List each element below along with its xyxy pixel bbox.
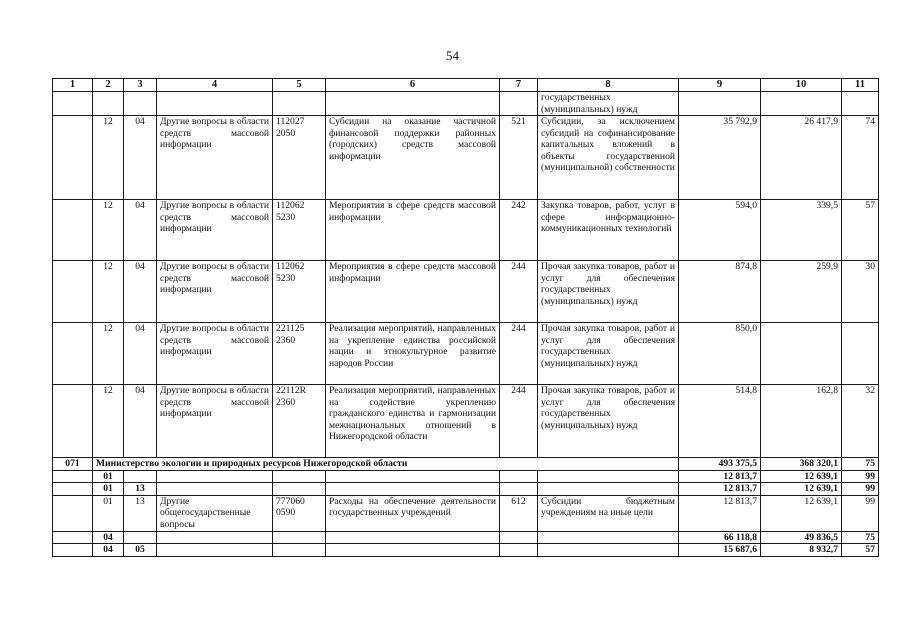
cell-c9: 850,0 [679,323,761,385]
header-row [53,79,879,92]
cell-c10: 12 639,1 [761,483,842,496]
cell-c10 [761,323,842,385]
cell-c7: 612 [500,495,538,531]
column-header: 2 [93,79,124,92]
cell-c10: 368 320,1 [761,458,842,471]
cell-c3: 04 [124,323,157,385]
table-row [53,323,879,385]
cell-c1 [53,544,93,557]
table-row [53,495,879,531]
page-number: 54 [446,48,459,63]
cell-c2: 01 [93,495,124,531]
cell-c2 [93,92,124,116]
cell-c1 [53,261,93,323]
cell-c6 [326,544,500,557]
cell-c3: 13 [124,483,157,496]
cell-c4: Другие вопросы в области средств массовой информации [157,261,273,323]
cell-c9: 493 375,5 [679,458,761,471]
cell-c9 [679,92,761,116]
cell-c7: 521 [500,116,538,200]
cell-c3: 13 [124,495,157,531]
cell-c11: 57 [842,200,879,261]
cell-c2: 12 [93,323,124,385]
cell-c2: 04 [93,531,124,544]
cell-c2: 04 [93,544,124,557]
cell-c10: 26 417,9 [761,116,842,200]
table-row [53,458,879,471]
cell-c5 [273,92,326,116]
table-row [53,531,879,544]
cell-c11: 30 [842,261,879,323]
cell-c11: 32 [842,385,879,458]
ministry-name: Министерство экологии и природных ресурсов Нижегородской области [93,458,679,471]
cell-c1 [53,470,93,483]
cell-c8: Прочая закупка товаров, работ и услуг для обеспечения государственных (муниципальных) нужд [538,261,679,323]
cell-c4: Другие вопросы в области средств массовой информации [157,200,273,261]
cell-c8: Субсидии бюджетным учреждениям на иные цели [538,495,679,531]
cell-c9: 594,0 [679,200,761,261]
cell-c9: 15 687,6 [679,544,761,557]
column-header: 4 [157,79,273,92]
cell-c8: Прочая закупка товаров, работ и услуг для обеспечения государственных (муниципальных) нужд [538,323,679,385]
column-header: 10 [761,79,842,92]
cell-c6: Расходы на обеспечение деятельности государственных учреждений [326,495,500,531]
cell-c11: 75 [842,531,879,544]
cell-c10: 12 639,1 [761,470,842,483]
column-header: 6 [326,79,500,92]
cell-c1 [53,200,93,261]
cell-c11: 99 [842,495,879,531]
column-header: 8 [538,79,679,92]
cell-c5: 221125 2360 [273,323,326,385]
cell-c2: 01 [93,483,124,496]
cell-c6 [326,531,500,544]
cell-c5 [273,544,326,557]
cell-c5: 112062 5230 [273,200,326,261]
cell-c3: 04 [124,200,157,261]
cell-c6 [326,92,500,116]
cell-c7 [500,92,538,116]
cell-c4: Другие вопросы в области средств массовой информации [157,323,273,385]
cell-c8: Закупка товаров, работ, услуг в сфере информационно-коммуникационных технологий [538,200,679,261]
cell-c8: государственных (муниципальных) нужд [538,92,679,116]
cell-c10: 162,8 [761,385,842,458]
cell-c1 [53,385,93,458]
cell-c2: 12 [93,116,124,200]
cell-c11 [842,323,879,385]
cell-c11 [842,92,879,116]
cell-c9: 35 792,9 [679,116,761,200]
cell-c6: Реализация мероприятий, направленных на укрепление единства российской нации и этнокультурное развитие народов России [326,323,500,385]
cell-c7 [500,470,538,483]
cell-c1 [53,116,93,200]
column-header: 9 [679,79,761,92]
cell-c10: 49 836,5 [761,531,842,544]
cell-c9: 874,8 [679,261,761,323]
cell-c11: 99 [842,470,879,483]
cell-c4: Другие вопросы в области средств массовой информации [157,116,273,200]
cell-c6 [326,470,500,483]
cell-c2: 12 [93,385,124,458]
budget-table [52,78,879,557]
cell-c8 [538,531,679,544]
cell-c8 [538,483,679,496]
cell-c4 [157,470,273,483]
cell-c2: 12 [93,261,124,323]
cell-c4 [157,92,273,116]
cell-c9: 12 813,7 [679,495,761,531]
cell-c3: 05 [124,544,157,557]
cell-c1: 071 [53,458,93,471]
cell-c9: 66 118,8 [679,531,761,544]
cell-c4 [157,544,273,557]
cell-c7: 244 [500,323,538,385]
cell-c3 [124,531,157,544]
cell-c3: 04 [124,261,157,323]
cell-c7: 244 [500,261,538,323]
cell-c5: 112062 5230 [273,261,326,323]
cell-c8 [538,544,679,557]
column-header: 7 [500,79,538,92]
cell-c2: 01 [93,470,124,483]
cell-c8 [538,470,679,483]
cell-c9: 12 813,7 [679,470,761,483]
cell-c8: Субсидии, за исключением субсидий на софинансирование капитальных вложений в объекты государственной (муниципальной) собственности [538,116,679,200]
table-row [53,261,879,323]
cell-c7 [500,531,538,544]
column-header: 1 [53,79,93,92]
table-row [53,483,879,496]
cell-c10 [761,92,842,116]
cell-c7: 244 [500,385,538,458]
cell-c3: 04 [124,385,157,458]
cell-c4 [157,483,273,496]
column-header: 5 [273,79,326,92]
table-row [53,200,879,261]
cell-c7 [500,544,538,557]
cell-c9: 514,8 [679,385,761,458]
table-row [53,470,879,483]
table-row [53,544,879,557]
cell-c6: Мероприятия в сфере средств массовой информации [326,200,500,261]
cell-c11: 57 [842,544,879,557]
cell-c4: Другие вопросы в области средств массовой информации [157,385,273,458]
cell-c3 [124,92,157,116]
cell-c6: Реализация мероприятий, направленных на содействие укреплению гражданского единства и гармонизации межнациональных отношений в Нижегородской области [326,385,500,458]
cell-c5 [273,470,326,483]
cell-c5: 22112R 2360 [273,385,326,458]
cell-c1 [53,531,93,544]
cell-c5 [273,531,326,544]
cell-c11: 74 [842,116,879,200]
cell-c3: 04 [124,116,157,200]
cell-c8: Прочая закупка товаров, работ и услуг для обеспечения государственных (муниципальных) нужд [538,385,679,458]
cell-c11: 99 [842,483,879,496]
cell-c5: 777060 0590 [273,495,326,531]
cell-c6 [326,483,500,496]
cell-c1 [53,323,93,385]
table-row [53,116,879,200]
cell-c2: 12 [93,200,124,261]
cell-c10: 12 639,1 [761,495,842,531]
cell-c5 [273,483,326,496]
cell-c6: Мероприятия в сфере средств массовой информации [326,261,500,323]
cell-c5: 112027 2050 [273,116,326,200]
cell-c1 [53,483,93,496]
cell-c11: 75 [842,458,879,471]
cell-c10: 8 932,7 [761,544,842,557]
cell-c10: 259,9 [761,261,842,323]
cell-c10: 339,5 [761,200,842,261]
table-row [53,385,879,458]
cell-c1 [53,92,93,116]
cell-c4 [157,531,273,544]
column-header: 11 [842,79,879,92]
cell-c1 [53,495,93,531]
cell-c9: 12 813,7 [679,483,761,496]
table-row [53,92,879,116]
cell-c7 [500,483,538,496]
cell-c3 [124,470,157,483]
cell-c7: 242 [500,200,538,261]
cell-c6: Субсидии на оказание частичной финансовой поддержки районных (городских) средств массовой информации [326,116,500,200]
cell-c4: Другие общегосударственные вопросы [157,495,273,531]
column-header: 3 [124,79,157,92]
